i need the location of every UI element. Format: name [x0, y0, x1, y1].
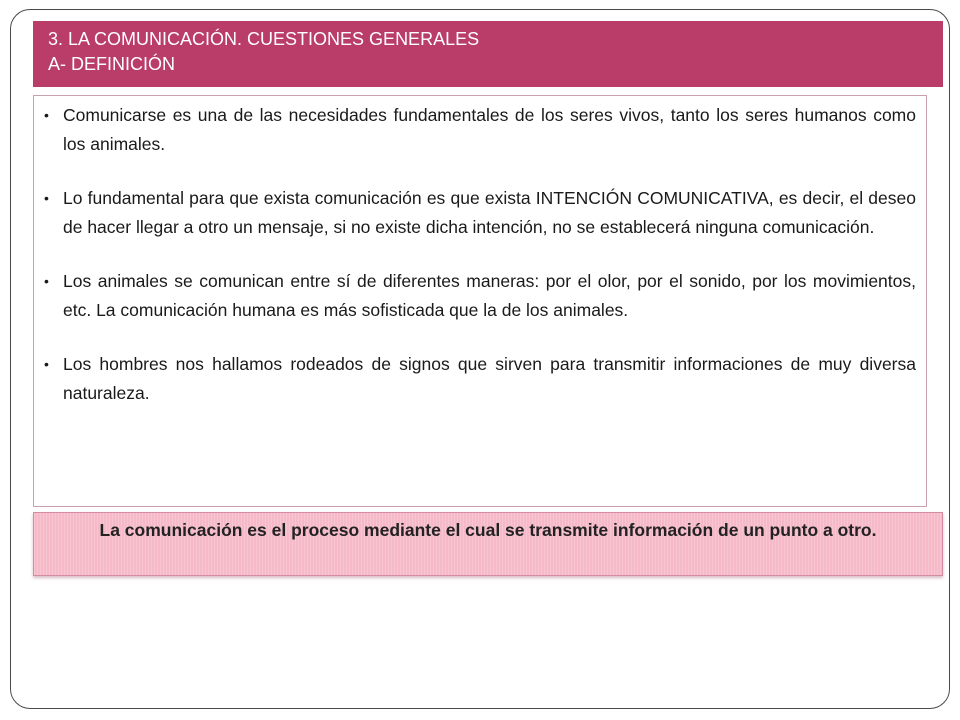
- bullet-dot-icon: •: [44, 273, 49, 289]
- slide-subtitle: A- DEFINICIÓN: [48, 54, 176, 74]
- slide-title: 3. LA COMUNICACIÓN. CUESTIONES GENERALES: [48, 29, 480, 49]
- bullet-item: [44, 267, 916, 325]
- bullet-dot-icon: •: [44, 356, 49, 372]
- bullet-text: Comunicarse es una de las necesidades fundamentales de los seres vivos, tanto los seres humanos como los animales.: [63, 105, 916, 154]
- bullet-item: [44, 184, 916, 242]
- bullet-dot-icon: •: [44, 190, 49, 206]
- slide-title-banner: [33, 21, 943, 87]
- bullet-text: Los hombres nos hallamos rodeados de signos que sirven para transmitir informaciones de muy diversa naturaleza.: [63, 354, 916, 403]
- bullet-list: [34, 96, 926, 408]
- bullet-item: [44, 350, 916, 408]
- bullet-text: Lo fundamental para que exista comunicación es que exista INTENCIÓN COMUNICATIVA, es decir, el deseo de hacer llegar a otro un mensaje, si no existe dicha intención, no se establecerá ninguna comunicación.: [63, 188, 916, 237]
- bullet-item: [44, 101, 916, 159]
- bullet-content-box: [33, 95, 927, 507]
- bullet-text: Los animales se comunican entre sí de diferentes maneras: por el olor, por el sonido, por los movimientos, etc. La comunicación humana es más sofisticada que la de los animales.: [63, 271, 916, 320]
- definition-text: La comunicación es el proceso mediante el cual se transmite información de un punto a otro.: [99, 520, 877, 540]
- definition-callout: [33, 512, 943, 576]
- bullet-dot-icon: •: [44, 107, 49, 123]
